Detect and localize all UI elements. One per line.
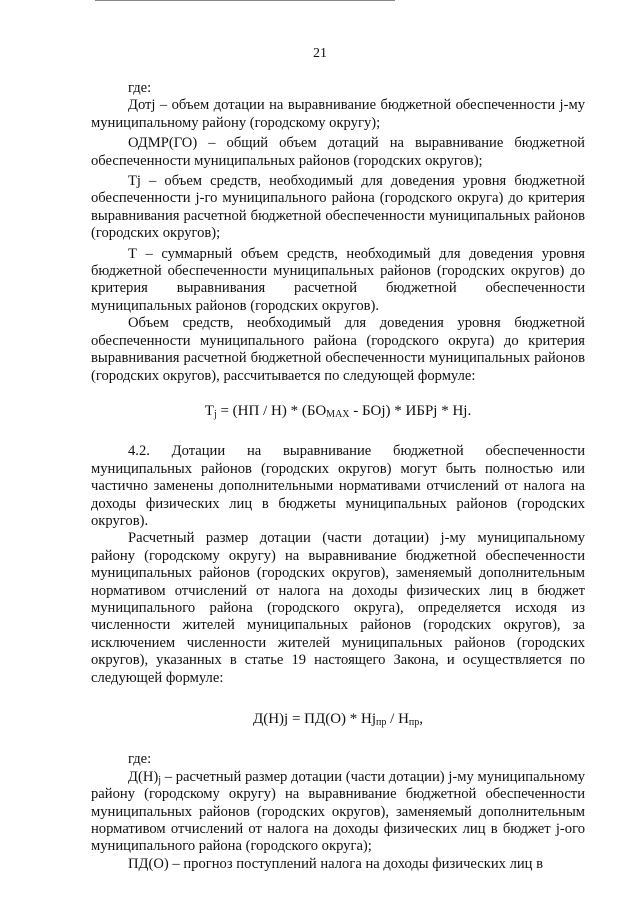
formula2-lead: Д(Н)j = ПД(О) * Нj — [252, 711, 377, 727]
formula2-sub2: пр — [408, 717, 420, 728]
definition-dnj — [91, 769, 585, 856]
where-label-2: где: — [128, 751, 152, 768]
top-scan-line — [95, 0, 395, 3]
definition-t: Т – суммарный объем средств, необходимый для доведения уровня бюджетной обеспеченности муниципальных районов (городских округов) до критерия выравнивания расчетной бюджетной обеспеченности муниципальных районов (городских округов). — [91, 245, 585, 314]
section-4-2: 4.2. Дотации на выравнивание бюджетной обеспеченности муниципальных районов (городских округов) могут быть полностью или частично заменены дополнительными нормативами отчислений от налога на доходы физических лиц в бюджеты муниципальных районов (городских округов). — [91, 443, 585, 529]
term-dnj-sub: j — [158, 774, 161, 786]
paragraph-volume-funds: Объем средств, необходимый для доведения уровня бюджетной обеспеченности муниципального района (городского округа) до критерия выравнивания расчетной бюджетной обеспеченности муниципальных районов (городских округов), рассчитывается по следующей формуле: — [91, 315, 585, 384]
formula1-mid: = (НП / Н) * (БО — [216, 402, 327, 419]
formula-tj — [91, 403, 585, 420]
definition-pdo: ПД(О) – прогноз поступлений налога на доходы физических лиц в — [128, 855, 544, 872]
definition-tj: Тj – объем средств, необходимый для доведения уровня бюджетной обеспеченности j-го муниципального района (городского округа) до критерия выравнивания расчетной бюджетной обеспеченности муниципальных районов (городских округов); — [91, 173, 585, 242]
formula1-t: T — [204, 402, 214, 419]
definition-odmr: ОДМР(ГО) – общий объем дотаций на выравнивание бюджетной обеспеченности муниципальных районов (городских округов); — [91, 135, 585, 169]
formula-dnj — [91, 711, 585, 728]
formula1-t-sub: j — [213, 408, 217, 420]
document-body — [91, 80, 585, 873]
definition-dotj: Дотj – объем дотации на выравнивание бюджетной обеспеченности j-му муниципальному району (городскому округу); — [91, 97, 585, 131]
formula2-sub1: пр — [376, 717, 387, 728]
paragraph-estimated-size: Расчетный размер дотации (части дотации) j-му муниципальному району (городскому округу) на выравнивание бюджетной обеспеченности муниципальных районов (городских округов), заменяемый дополнительным нормативом отчислений от налога на доходы физических лиц в бюджет муниципального района (городского округа), определяется исходя из численности жителей муниципальных районов (городских округов), за исключением численности жителей муниципальных районов (городских округов), указанных в статье 19 настоящего Закона, и осуществляется по следующей формуле: — [91, 530, 585, 686]
formula1-bo-sub: MAX — [326, 408, 350, 420]
where-label-1: где: — [128, 80, 152, 96]
formula2-tail: , — [419, 711, 424, 727]
definition-dnj-text: – расчетный размер дотации (части дотации) j-му муниципальному району (городскому округу) на выравнивание бюджетной обеспеченности муниципальных районов (городских округов), заменяемый дополнительным нормативом отчислений от налога на доходы физических лиц в бюджет j-ого муниципального района (городского округа); — [91, 768, 585, 855]
formula2-mid: / Н — [386, 711, 409, 727]
formula1-tail: - БОj) * ИБРj * Нj. — [349, 402, 472, 419]
page-number: 21 — [313, 46, 327, 61]
term-dnj: Д(Н) — [128, 768, 159, 785]
